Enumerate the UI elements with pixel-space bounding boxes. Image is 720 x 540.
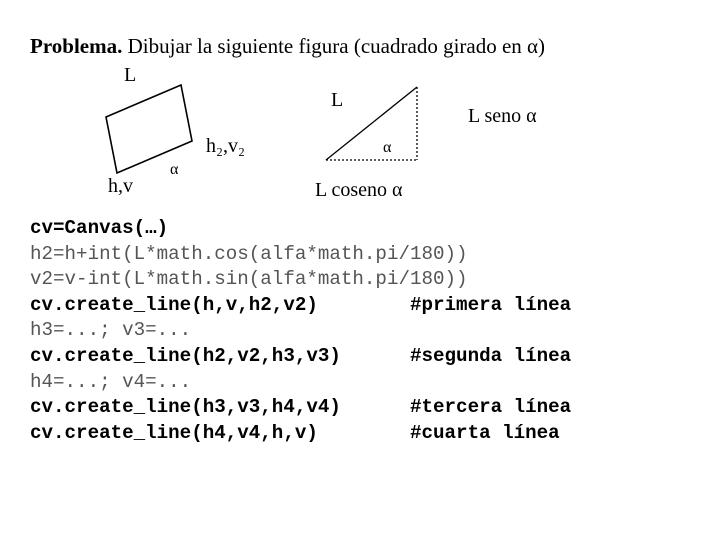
code-comment: #tercera línea: [410, 396, 572, 419]
label-L-seno: L seno α: [468, 105, 537, 127]
code-line-5: [30, 318, 468, 344]
problem-heading: Problema.: [30, 34, 123, 58]
label-side-L: L: [124, 64, 137, 86]
code-line-3: [30, 267, 468, 293]
triangle-figure: [315, 87, 537, 201]
code-text: h4=...; v4=...: [30, 370, 192, 393]
code-line-9: [30, 421, 560, 447]
label-alpha-square: α: [170, 161, 179, 178]
label-h2v2: h₂,v₂: [206, 135, 245, 157]
code-text: h3=...; v3=...: [30, 319, 192, 342]
code-line-8: [30, 395, 572, 421]
code-comment: #primera línea: [410, 293, 572, 316]
code-text: v2=v-int(L*math.sin(alfa*math.pi/180)): [30, 268, 468, 291]
label-hypotenuse-L: L: [331, 89, 344, 111]
code-line-4: [30, 293, 572, 319]
code-text: cv=Canvas(…): [30, 217, 169, 239]
code-line-6: [30, 344, 572, 370]
code-line-7: [30, 370, 468, 396]
code-text: cv.create_line(h3,v3,h4,v4): [30, 396, 341, 419]
code-text: cv.create_line(h,v,h2,v2): [30, 293, 318, 316]
rotated-square: [106, 85, 192, 173]
code-block: [30, 216, 572, 446]
code-line-2: [30, 242, 468, 268]
figure: [0, 0, 720, 210]
label-hv: h,v: [108, 175, 133, 197]
code-comment: #cuarta línea: [410, 421, 560, 444]
code-text: cv.create_line(h2,v2,h3,v3): [30, 344, 341, 367]
code-comment: #segunda línea: [410, 344, 572, 367]
code-text: cv.create_line(h4,v4,h,v): [30, 421, 318, 444]
code-line-1: [30, 216, 468, 242]
code-text: h2=h+int(L*math.cos(alfa*math.pi/180)): [30, 242, 468, 265]
label-L-coseno: L coseno α: [315, 179, 403, 201]
label-alpha-triangle: α: [383, 139, 392, 156]
rotated-square-figure: [106, 64, 245, 197]
problem-text: Dibujar la siguiente figura (cuadrado girado en α): [127, 34, 546, 58]
